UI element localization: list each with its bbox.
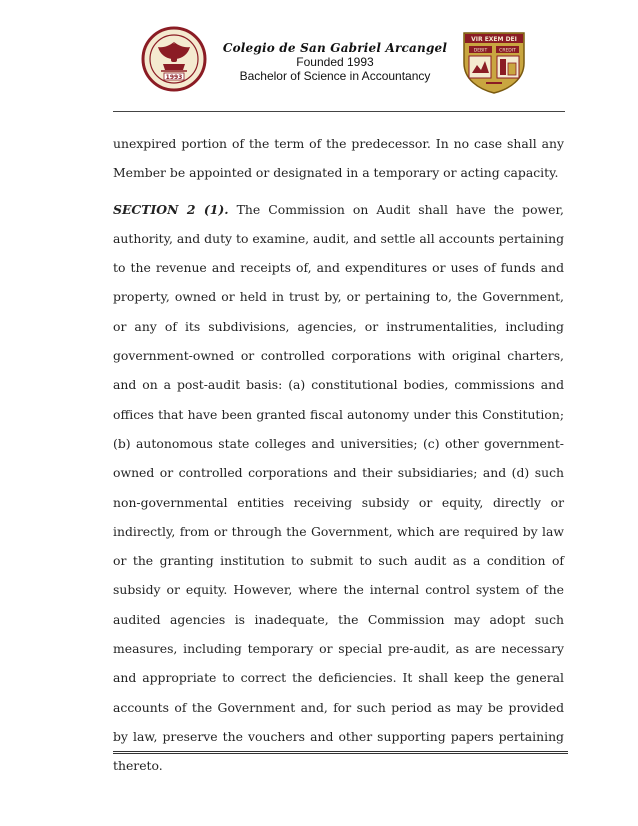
college-seal-logo <box>141 26 207 92</box>
header-divider <box>113 111 565 112</box>
program-crest-logo <box>460 25 528 95</box>
document-body <box>113 129 564 781</box>
college-name: Colegio de San Gabriel Arcangel <box>222 41 448 55</box>
crest-credit: CREDIT <box>499 48 516 54</box>
section-heading: SECTION 2 (1). <box>113 201 229 217</box>
crest-debit: DEBIT <box>473 48 488 54</box>
section-paragraph <box>113 195 564 781</box>
seal-year: 1993 <box>165 74 183 81</box>
paragraph-continuation: unexpired portion of the term of the predecessor. In no case shall any Member be appointed or designated in a temporary or acting capacity. <box>113 136 564 181</box>
founded-line: Founded 1993 <box>296 55 374 69</box>
letterhead-text <box>200 41 470 83</box>
crest-motto: VIR EXEM DEI <box>471 36 517 43</box>
section-body-text: The Commission on Audit shall have the power, authority, and duty to examine, audit, and settle all accounts pertaining to the revenue and receipts of, and expenditures or uses of funds and property, owned or held in trust by, or pertaining to, the Government, or any of its subdivisions, agencies, or instrumentalities, including government-owned or controlled corporations with original charters, and on a post-audit basis: (a) constitutional bodies, commissions and offices that have been granted fiscal autonomy under this Constitution; (b) autonomous state colleges and universities; (c) other government-owned or controlled corporations and their subsidiaries; and (d) such non-governmental entities receiving subsidy or equity, directly or indirectly, from or through the Government, which are required by law or the granting institution to submit to such audit as a condition of subsidy or equity. However, where the internal control system of the audited agencies is inadequate, the Commission may adopt such measures, including temporary or special pre-audit, as are necessary and appropriate to correct the deficiencies. It shall keep the general accounts of the Government and, for such period as may be provided by law, preserve the vouchers and other supporting papers pertaining thereto. <box>113 201 564 774</box>
letterhead <box>0 0 638 105</box>
program-name: Bachelor of Science in Accountancy <box>239 69 431 83</box>
footer-divider <box>113 751 568 754</box>
